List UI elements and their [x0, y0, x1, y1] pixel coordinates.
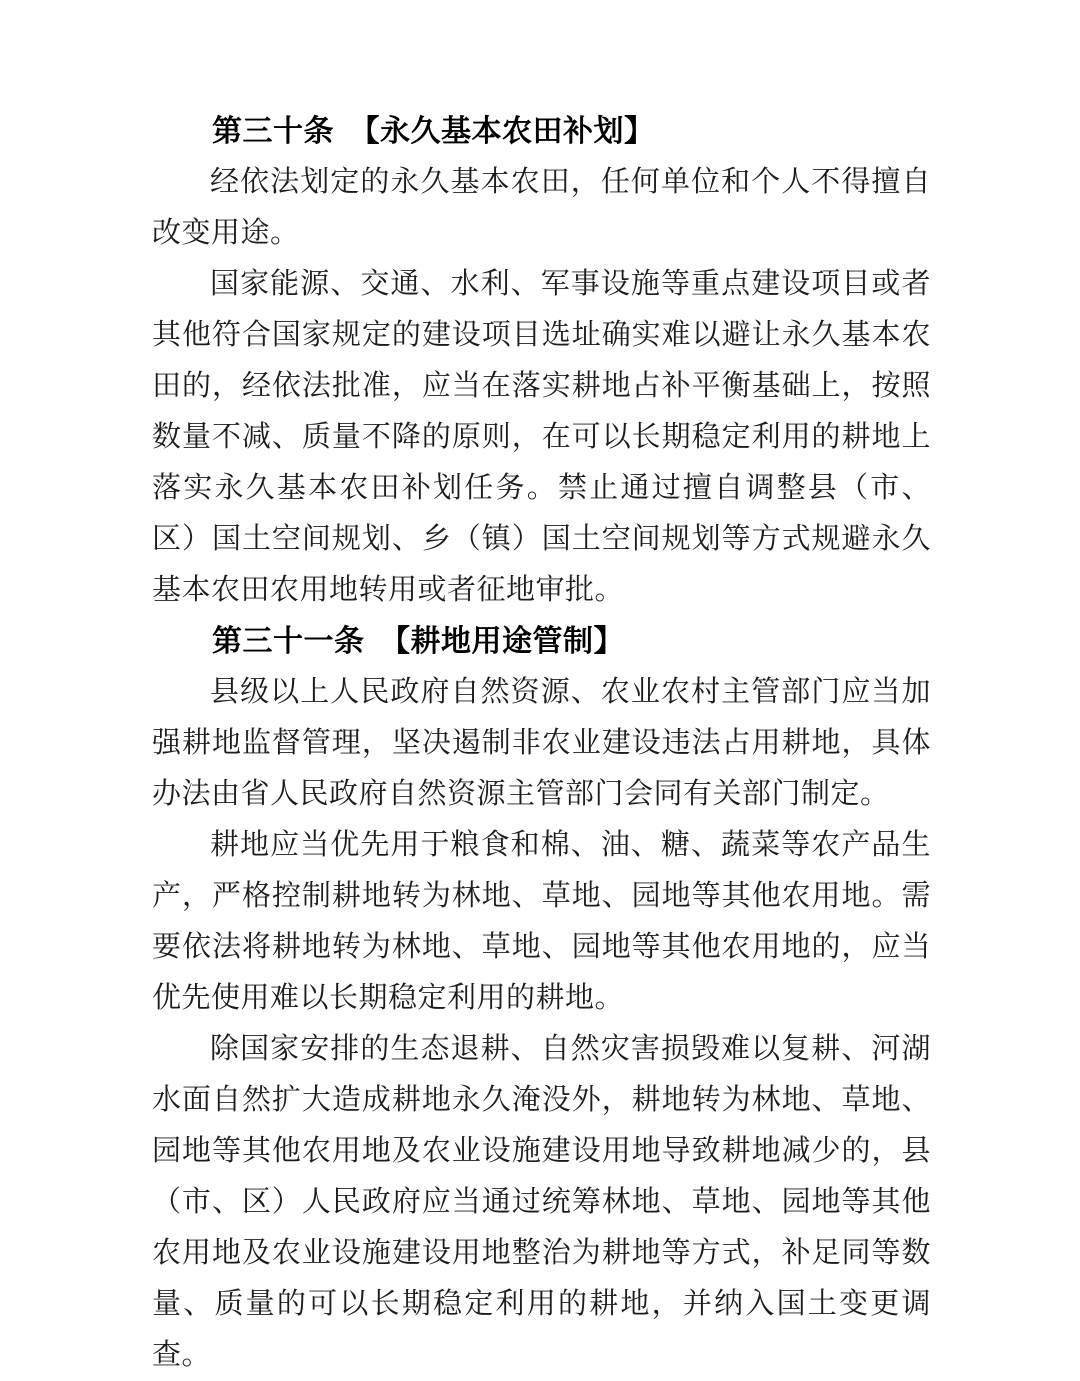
- article-31-paragraph-1: 县级以上人民政府自然资源、农业农村主管部门应当加强耕地监督管理，坚决遏制非农业建设违法占用耕地，具体办法由省人民政府自然资源主管部门会同有关部门制定。: [152, 676, 931, 810]
- article-31-heading: 第三十一条 【耕地用途管制】: [212, 625, 624, 658]
- article-30-paragraph-2: 国家能源、交通、水利、军事设施等重点建设项目或者其他符合国家规定的建设项目选址确实难以避让永久基本农田的，经依法批准，应当在落实耕地占补平衡基础上，按照数量不减、质量不降的原则，在可以长期稳定利用的耕地上落实永久基本农田补划任务。禁止通过擅自调整县（市、区）国土空间规划、乡（镇）国土空间规划等方式规避永久基本农田农用地转用或者征地审批。: [152, 268, 931, 606]
- article-31-paragraph-3: 除国家安排的生态退耕、自然灾害损毁难以复耕、河湖水面自然扩大造成耕地永久淹没外，耕地转为林地、草地、园地等其他农用地及农业设施建设用地导致耕地减少的，县（市、区）人民政府应当通过统筹林地、草地、园地等其他农用地及农业设施建设用地整治为耕地等方式，补足同等数量、质量的可以长期稳定利用的耕地，并纳入国土变更调查。: [152, 1033, 931, 1371]
- article-31-paragraph-2: 耕地应当优先用于粮食和棉、油、糖、蔬菜等农产品生产，严格控制耕地转为林地、草地、园地等其他农用地。需要依法将耕地转为林地、草地、园地等其他农用地的，应当优先使用难以长期稳定利用的耕地。: [152, 829, 931, 1014]
- article-30-heading: 第三十条 【永久基本农田补划】: [212, 115, 655, 148]
- article-30-paragraph-1: 经依法划定的永久基本农田，任何单位和个人不得擅自改变用途。: [152, 166, 931, 249]
